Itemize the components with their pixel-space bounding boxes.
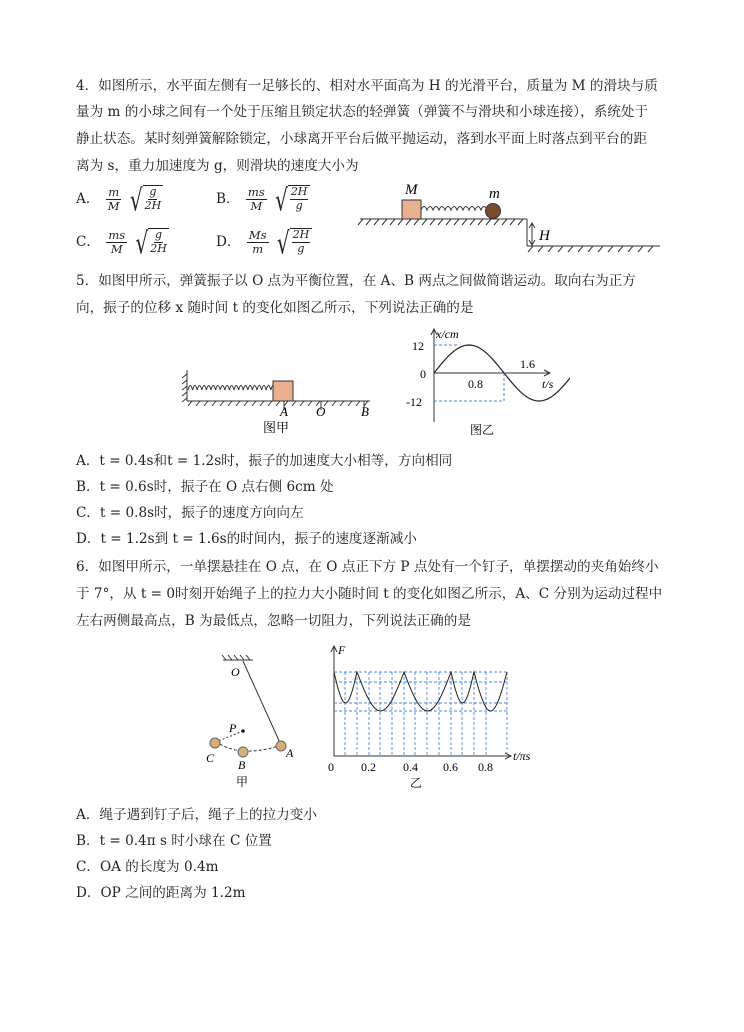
label-M: M xyxy=(405,182,418,198)
q5-figure-jia xyxy=(180,364,380,436)
q6-option-c[interactable]: C．OA 的长度为 0.4m xyxy=(76,859,219,875)
tick-zero: 0 xyxy=(420,367,426,381)
tick-neg12: -12 xyxy=(406,395,422,409)
arc-path xyxy=(216,742,281,751)
q5-stem-line1: 5．如图甲所示，弹簧振子以 O 点为平衡位置，在 A、B 两点之间做简谐运动。取向右为正方 xyxy=(76,273,636,289)
q4-stem-line2: 量为 m 的小球之间有一个处于压缩且锁定状态的轻弹簧（弹簧不与滑块和小球连接），系统处于 xyxy=(76,104,649,120)
y-label: x/cm xyxy=(436,327,459,341)
q5-option-d[interactable]: D．t = 1.2s到 t = 1.6s的时间内，振子的速度逐渐减小 xyxy=(76,531,417,547)
label-O: O xyxy=(231,665,240,679)
tension-curve xyxy=(334,672,507,711)
block-M xyxy=(402,200,421,219)
x-label: t/s xyxy=(542,377,554,391)
caption-yi: 图乙 xyxy=(470,423,495,437)
tick-0.6: 0.6 xyxy=(443,760,458,774)
q4-stem-line3: 静止状态。某时刻弹簧解除锁定，小球离开平台后做平抛运动，落到水平面上时落点到平台的距 xyxy=(76,131,647,147)
q5-stem-line2: 向，振子的位移 x 随时间 t 的变化如图乙所示，下列说法正确的是 xyxy=(76,300,474,316)
q4-option-d[interactable]: D． $\frac{Ms}{m}$ √ 2H g xyxy=(216,229,312,256)
caption-jia: 甲 xyxy=(236,775,249,789)
ball-b xyxy=(238,747,248,757)
tick-0: 0 xyxy=(328,760,334,774)
q6-option-b[interactable]: B．t = 0.4π s 时小球在 C 位置 xyxy=(76,833,272,849)
q6-option-a[interactable]: A．绳子遇到钉子后，绳子上的拉力变小 xyxy=(76,807,317,823)
q4-stem-line1: 4．如图所示，水平面左侧有一足够长的、相对水平面高为 H 的光滑平台，质量为 M 的滑块与质 xyxy=(76,78,658,94)
tick-0.4: 0.4 xyxy=(403,760,418,774)
grid xyxy=(334,672,507,756)
label-A: A xyxy=(280,404,288,419)
q6-figure-jia xyxy=(196,652,306,792)
platform-hatch xyxy=(358,219,523,225)
q5-option-b[interactable]: B．t = 0.6s时，振子在 O 点右侧 6cm 处 xyxy=(76,479,334,495)
ball-m xyxy=(486,204,501,219)
q4-option-a[interactable]: A． $\frac{m}{M}$ √ g 2H xyxy=(76,181,162,218)
label-P: P xyxy=(229,721,237,735)
oscillator-block xyxy=(273,381,293,401)
string-oa xyxy=(243,661,281,745)
nail-p xyxy=(241,729,245,733)
label-m: m xyxy=(489,186,500,202)
floor-hatch xyxy=(188,401,368,406)
ground-hatch xyxy=(528,246,653,252)
tick-12: 12 xyxy=(412,339,424,353)
spring-coil xyxy=(188,386,280,391)
q6-stem-line3: 左右两侧最高点，B 为最低点，忽略一切阻力，下列说法正确的是 xyxy=(76,613,471,629)
caption-jia: 图甲 xyxy=(263,420,290,435)
x-label: t/πs xyxy=(513,749,531,763)
q5-option-a[interactable]: A．t = 0.4s和t = 1.2s时，振子的加速度大小相等，方向相同 xyxy=(76,453,453,469)
caption-yi: 乙 xyxy=(410,776,423,790)
tick-0.8: 0.8 xyxy=(478,760,493,774)
q4-stem-line4: 离为 s，重力加速度为 g，则滑块的速度大小为 xyxy=(76,158,359,174)
q4-option-c[interactable]: C． $\frac{ms}{M}$ √ g 2H xyxy=(76,224,167,261)
label-B: B xyxy=(238,758,246,772)
label-B: B xyxy=(361,404,369,419)
label-C: C xyxy=(206,751,215,765)
q6-stem-line2: 于 7°，从 t = 0时刻开始绳子上的拉力大小随时间 t 的变化如图乙所示，A、C 分别为运动过程中 xyxy=(76,586,663,602)
q6-option-d[interactable]: D．OP 之间的距离为 1.2m xyxy=(76,885,246,901)
tick-1.6: 1.6 xyxy=(520,357,535,371)
tick-0.2: 0.2 xyxy=(361,760,376,774)
ball-a xyxy=(276,741,286,751)
q6-figure-yi xyxy=(318,640,548,792)
q4-option-b[interactable]: B． $\frac{ms}{M}$ √ 2H g xyxy=(216,186,310,213)
label-A: A xyxy=(286,746,294,760)
y-label: F xyxy=(338,643,346,657)
q5-figure-yi xyxy=(400,322,570,438)
ball-c xyxy=(210,738,220,748)
label-O: O xyxy=(316,404,326,419)
label-H: H xyxy=(539,228,550,244)
spring-coil xyxy=(421,207,487,211)
q5-option-c[interactable]: C．t = 0.8s时，振子的速度方向向左 xyxy=(76,505,304,521)
tick-0.8: 0.8 xyxy=(468,377,483,391)
q4-figure xyxy=(355,178,665,256)
q6-stem-line1: 6．如图甲所示，一单摆悬挂在 O 点，在 O 点正下方 P 点处有一个钉子，单摆摆动的夹角始终小 xyxy=(76,559,659,575)
